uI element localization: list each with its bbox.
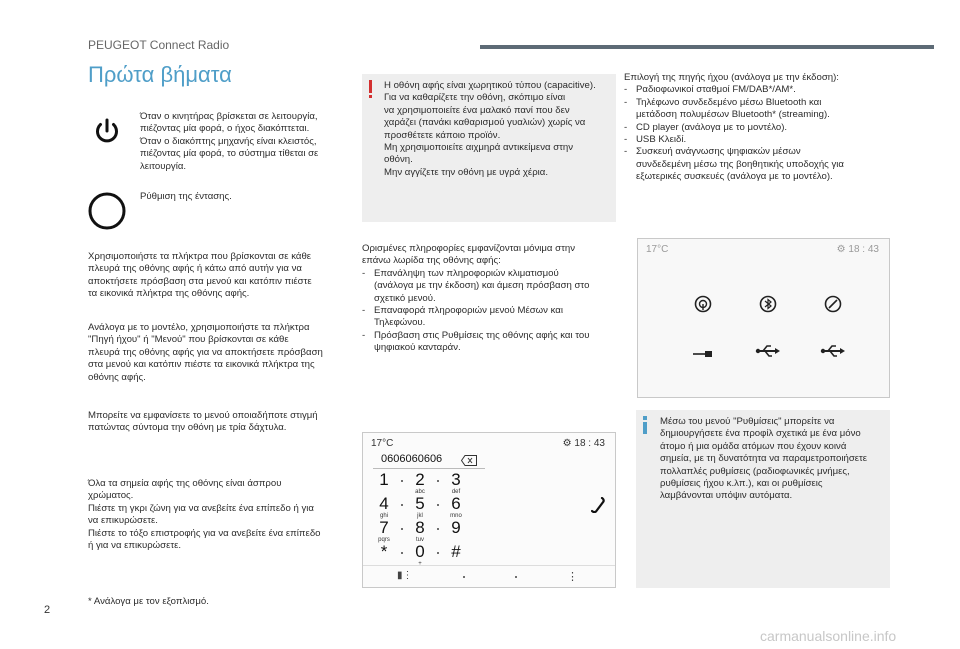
status-strip <box>363 433 615 453</box>
key-2[interactable]: 2 abc <box>415 470 425 495</box>
status-strip <box>638 239 889 259</box>
separator-dot <box>437 480 439 482</box>
footnote: * Ανάλογα με τον εξοπλισμό. <box>88 596 209 607</box>
page-number: 2 <box>44 604 51 616</box>
phone-menu-icon[interactable]: ▮⋮ <box>397 570 413 581</box>
paragraph-keys: Χρησιμοποιήστε τα πλήκτρα που βρίσκονται σε κάθε πλευρά της οθόνης αφής ή κάτω από αυτήν για να αποκτήσετε πρόσβαση στα μενού και κατόπιν πιέστε τα εικονικά πλήκτρα της οθόνης αφής. <box>88 251 312 300</box>
paragraph-three-fingers: Μπορείτε να εμφανίσετε το μενού οποιαδήποτε στιγμή πατώντας σύντομα την οθόνη με τρία δάχτυλα. <box>88 410 318 434</box>
key-star[interactable]: * <box>380 542 388 561</box>
list-item: - USB Κλειδί. <box>624 134 924 146</box>
key-0[interactable]: 0 + <box>415 542 425 567</box>
separator-dot <box>401 528 403 530</box>
header-rule <box>480 45 934 49</box>
warning-text: Η οθόνη αφής είναι χωρητικού τύπου (capacitive). Για να καθαρίζετε την οθόνη, σκόπιμο είναι να χρησιμοποιείτε ένα μαλακό πανί που δεν χαράζει (πανάκι καθαρισμού γυαλιών) χωρίς να προσθέτετε κάποιο προϊόν. Μη χρησιμοποιείτε αιχμηρά αντικείμενα στην οθόνη. Μην αγγίζετε την οθόνη με υγρά χέρια. <box>384 80 596 178</box>
settings-gear-icon: ⚙ <box>836 244 846 255</box>
list-item: - Πρόσβαση στις Ρυθμίσεις της οθόνης αφής και του ψηφιακού κανταράν. <box>362 330 618 355</box>
paragraph-source-menu: Ανάλογα με το μοντέλο, χρησιμοποιήστε τα πλήκτρα "Πηγή ήχου" ή "Μενού" που βρίσκονται σε κάθε πλευρά της οθόνης αφής για να αποκτήσετε πρόσβαση στα μενού και κατόπιν πιέστε τα εικονικά πλήκτρα της οθόνης αφής. <box>88 322 323 383</box>
list-item: - Επανάληψη των πληροφοριών κλιματισμού (ανάλογα με την έκδοση) και άμεση πρόσβαση στο σχετικό μενού. <box>362 268 618 305</box>
list-item: - CD player (ανάλογα με το μοντέλο). <box>624 122 924 134</box>
separator-dot <box>437 504 439 506</box>
radio-source-icon[interactable] <box>694 295 712 313</box>
separator-dot <box>437 528 439 530</box>
list-item: - Ραδιοφωνικοί σταθμοί FM/DAB*/AM*. <box>624 84 924 96</box>
key-4[interactable]: 4 ghi <box>379 494 389 519</box>
bottom-bar <box>363 565 615 587</box>
nav-dot[interactable] <box>463 576 465 578</box>
clock-readout[interactable]: ⚙ 18 : 43 <box>836 244 879 255</box>
list-item: - Συσκευή ανάγνωσης ψηφιακών μέσων συνδεδεμένη μέσω της βοηθητικής υποδοχής για εξωτερικές συσκευές (ανάλογα με το μοντέλο). <box>624 146 924 183</box>
page-title: Πρώτα βήματα <box>88 62 232 87</box>
keypad-divider <box>373 468 485 469</box>
volume-description: Ρύθμιση της έντασης. <box>140 191 232 202</box>
audio-source-list: Επιλογή της πηγής ήχου (ανάλογα με την έκδοση): - Ραδιοφωνικοί σταθμοί FM/DAB*/AM*. - Τηλέφωνο συνδεδεμένο μέσω Bluetooth και μετάδοση πολυμέσων Bluetooth* (streaming). - CD player (ανάλογα με το μοντέλο). - USB Κλειδί. - Συσκευή ανάγνωσης ψηφιακών μέσων συνδεδεμένη μέσω της βοηθητικής υποδοχής για εξωτερικές συσκευές (ανάλογα με το μοντέλο). <box>624 72 924 184</box>
key-5[interactable]: 5 jkl <box>415 494 425 519</box>
key-6[interactable]: 6 mno <box>450 494 462 519</box>
paragraph-touch-zones: Όλα τα σημεία αφής της οθόνης είναι άσπρου χρώματος. Πιέστε τη γκρι ζώνη για να ανεβείτε ένα επίπεδο ή για να επικυρώσετε. Πιέστε το τόξο επιστροφής για να ανεβείτε ένα επίπεδο ή για να επικυρώσετε. <box>88 478 321 552</box>
manual-header: PEUGEOT Connect Radio <box>88 38 230 52</box>
temperature-readout[interactable]: 17°C <box>371 438 394 449</box>
call-handset-icon[interactable] <box>591 497 605 513</box>
key-9[interactable]: 9 <box>451 518 461 537</box>
settings-gear-icon: ⚙ <box>562 438 572 449</box>
aux-source-icon[interactable] <box>692 345 714 357</box>
list-item: - Επαναφορά πληροφοριών μενού Μέσων και Τηλεφώνου. <box>362 305 618 330</box>
audio-source-screen <box>637 238 890 398</box>
separator-dot <box>401 504 403 506</box>
number-display: 0606060606 <box>381 453 443 465</box>
volume-knob-icon <box>86 190 128 232</box>
key-8[interactable]: 8 tuv <box>415 518 425 543</box>
list-item: - Τηλέφωνο συνδεδεμένο μέσω Bluetooth και μετάδοση πολυμέσων Bluetooth* (streaming). <box>624 97 924 122</box>
info-text: Μέσω του μενού "Ρυθμίσεις" μπορείτε να δημιουργήσετε ένα προφίλ σχετικά με ένα μόνο άτομο ή μια ομάδα ατόμων που έχουν κοινά σημεία, με τη δυνατότητα να παραμετροποιήσετε πολλαπλές ρυθμίσεις (ραδιοφωνικές μνήμες, ρυθμίσεις ήχου κ.λπ.), και οι ρυθμίσεις λαμβάνονται υπόψιν αυτόματα. <box>660 416 868 502</box>
separator-dot <box>437 552 439 554</box>
usb-source-icon[interactable] <box>755 343 781 359</box>
phone-keypad-screen <box>362 432 616 588</box>
nav-dot[interactable] <box>515 576 517 578</box>
usb-media-source-icon[interactable] <box>820 343 846 359</box>
separator-dot <box>401 552 403 554</box>
watermark: carmanualsonline.info <box>760 628 897 644</box>
power-description: Όταν ο κινητήρας βρίσκεται σε λειτουργία, πιέζοντας μία φορά, ο ήχος διακόπτεται. Όταν ο διακόπτης μηχανής είναι κλειστός, πιέζοντας μία φορά, το σύστημα τίθεται σε λειτουργία. <box>140 111 319 172</box>
key-1[interactable]: 1 <box>379 470 389 489</box>
power-button-icon <box>88 112 126 150</box>
info-icon <box>641 416 649 434</box>
warning-icon <box>368 80 373 98</box>
separator-dot <box>401 480 403 482</box>
cd-source-icon[interactable] <box>824 295 842 313</box>
key-3[interactable]: 3 def <box>451 470 461 495</box>
key-hash[interactable]: # <box>451 542 461 561</box>
top-strip-info: Ορισμένες πληροφορίες εμφανίζονται μόνιμα στην επάνω λωρίδα της οθόνης αφής: - Επανάληψη των πληροφοριών κλιματισμού (ανάλογα με την έκδοση) και άμεση πρόσβαση στο σχετικό μενού. - Επαναφορά πληροφοριών μενού Μέσων και Τηλεφώνου. - Πρόσβαση στις Ρυθμίσεις της οθόνης αφής και του ψηφιακού κανταράν. <box>362 243 618 355</box>
temperature-readout[interactable]: 17°C <box>646 244 669 255</box>
key-7[interactable]: 7 pqrs <box>378 518 390 543</box>
more-options-icon[interactable]: ⋮ <box>567 571 578 583</box>
backspace-icon[interactable] <box>461 453 477 464</box>
clock-readout[interactable]: ⚙ 18 : 43 <box>562 438 605 449</box>
bluetooth-source-icon[interactable] <box>759 295 777 313</box>
